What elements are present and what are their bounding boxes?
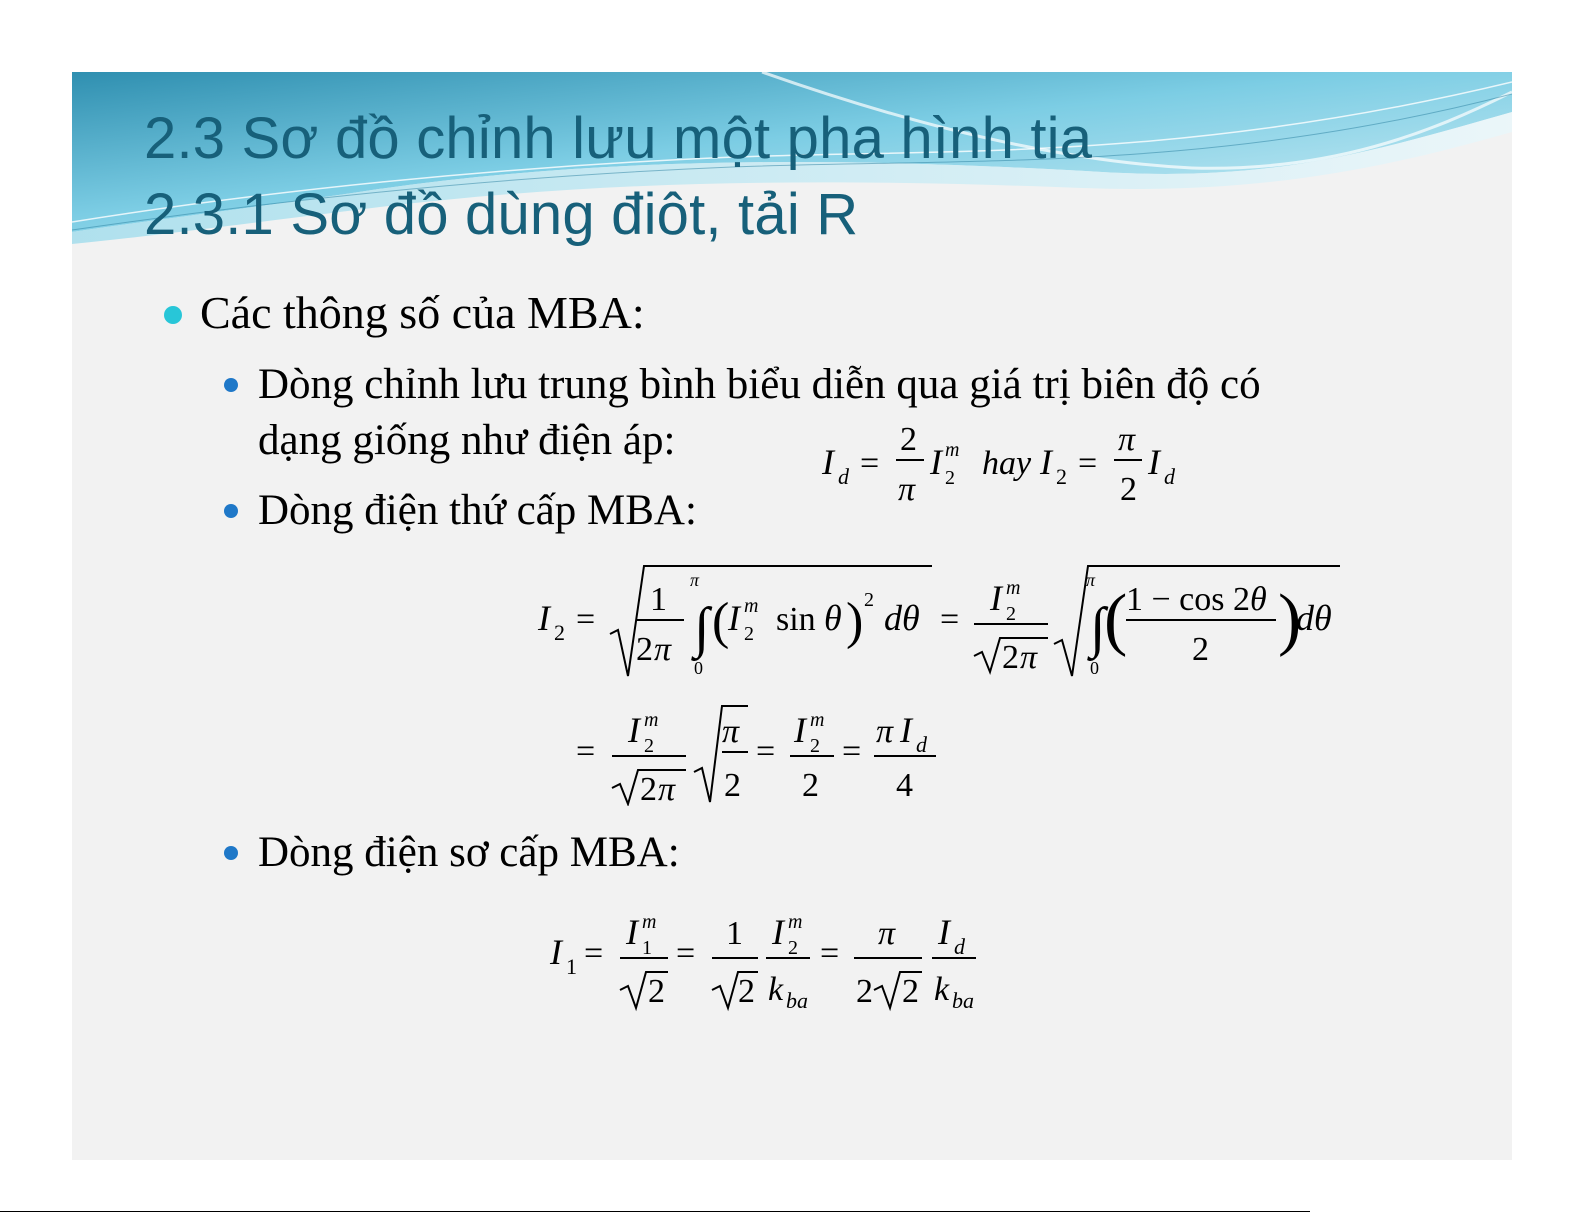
svg-text:d: d <box>838 464 849 489</box>
svg-text:hay: hay <box>982 445 1032 482</box>
bullet-level1-text: Các thông số của MBA: <box>200 287 645 338</box>
svg-text:I: I <box>1040 442 1052 482</box>
svg-text:2: 2 <box>1006 603 1016 625</box>
svg-text:): ) <box>1278 581 1302 658</box>
svg-text:=: = <box>584 935 604 972</box>
svg-text:2: 2 <box>864 589 874 611</box>
svg-text:θ: θ <box>824 598 842 638</box>
svg-text:π: π <box>1020 639 1038 676</box>
svg-text:2: 2 <box>788 937 798 959</box>
svg-text:I: I <box>930 442 942 482</box>
svg-text:=: = <box>576 601 596 638</box>
svg-text:4: 4 <box>896 767 913 804</box>
svg-text:=: = <box>940 601 960 638</box>
svg-text:2: 2 <box>945 467 955 489</box>
svg-text:=: = <box>820 935 840 972</box>
svg-text:(: ( <box>1104 581 1128 658</box>
bullet-item2-text: Dòng điện thứ cấp MBA: <box>258 487 697 534</box>
svg-text:k: k <box>768 971 784 1008</box>
svg-text:θ: θ <box>1250 581 1267 618</box>
svg-text:dθ: dθ <box>884 598 920 638</box>
svg-text:2: 2 <box>644 735 654 757</box>
bullet-dot-level2 <box>224 378 238 392</box>
svg-text:0: 0 <box>1090 658 1099 678</box>
svg-text:m: m <box>1006 577 1021 599</box>
bullet-dot-level2 <box>224 504 238 518</box>
svg-text:1: 1 <box>726 915 743 952</box>
svg-text:m: m <box>810 709 825 731</box>
svg-text:1: 1 <box>566 954 577 979</box>
slide-title: 2.3 Sơ đồ chỉnh lưu một pha hình tia <box>144 106 1093 171</box>
svg-text:=: = <box>676 935 696 972</box>
svg-text:2: 2 <box>1056 464 1067 489</box>
svg-text:I: I <box>628 710 640 750</box>
bullet-item1-line1: Dòng chỉnh lưu trung bình biểu diễn qua giá trị biên độ có <box>258 361 1261 408</box>
svg-text:2: 2 <box>640 771 657 806</box>
svg-text:2: 2 <box>902 973 919 1010</box>
svg-text:2: 2 <box>636 631 653 668</box>
svg-text:I: I <box>772 912 784 952</box>
svg-text:2: 2 <box>738 973 755 1010</box>
svg-text:m: m <box>744 595 759 617</box>
svg-text:π: π <box>690 570 700 590</box>
svg-text:ba: ba <box>786 988 808 1013</box>
svg-text:∫: ∫ <box>1090 597 1106 659</box>
svg-text:k: k <box>934 971 950 1008</box>
svg-text:m: m <box>945 439 960 461</box>
svg-text:m: m <box>644 709 659 731</box>
svg-text:d: d <box>916 732 927 757</box>
svg-text:2: 2 <box>744 623 754 645</box>
svg-text:I: I <box>626 912 638 952</box>
svg-text:π: π <box>1086 570 1096 590</box>
svg-text:2: 2 <box>1002 639 1019 676</box>
svg-text:0: 0 <box>694 658 703 678</box>
svg-text:π: π <box>722 713 740 750</box>
svg-text:2: 2 <box>554 620 565 645</box>
svg-text:2: 2 <box>1120 471 1137 508</box>
svg-text:(: ( <box>712 593 730 650</box>
svg-text:I: I <box>990 578 1002 618</box>
svg-text:d: d <box>954 934 965 959</box>
svg-text:π: π <box>878 915 896 952</box>
bullet-dot-level2 <box>224 846 238 860</box>
svg-text:=: = <box>842 733 862 770</box>
svg-text:π: π <box>898 471 916 508</box>
slide <box>72 72 1512 1160</box>
svg-text:I: I <box>728 598 740 638</box>
svg-text:2: 2 <box>802 767 819 804</box>
svg-text:d: d <box>1164 464 1175 489</box>
formula-primary-rms <box>544 900 1004 1020</box>
svg-text:π: π <box>658 771 676 806</box>
svg-text:1: 1 <box>642 937 652 959</box>
svg-text:∫: ∫ <box>694 597 710 659</box>
svg-text:m: m <box>788 911 803 933</box>
svg-text:2: 2 <box>900 421 917 458</box>
formula-secondary-rms-line2 <box>572 696 952 806</box>
svg-text:I: I <box>938 912 950 952</box>
svg-text:I: I <box>822 442 834 482</box>
svg-text:2: 2 <box>1192 631 1209 668</box>
svg-text:=: = <box>756 733 776 770</box>
svg-text:2: 2 <box>724 767 741 804</box>
bullet-item3-text: Dòng điện sơ cấp MBA: <box>258 829 680 876</box>
svg-text:I: I <box>538 598 550 638</box>
svg-text:=: = <box>576 733 596 770</box>
svg-text:π: π <box>876 713 894 750</box>
formula-secondary-rms-line1 <box>532 556 1352 686</box>
svg-text:I: I <box>1148 442 1160 482</box>
svg-text:I: I <box>900 710 912 750</box>
svg-text:π: π <box>654 631 672 668</box>
bullet-item1-line2: dạng giống như điện áp: <box>258 417 676 464</box>
svg-text:1 − cos 2: 1 − cos 2 <box>1126 581 1250 618</box>
bullet-dot-level1 <box>164 306 182 324</box>
svg-text:π: π <box>1118 421 1136 458</box>
svg-text:2: 2 <box>810 735 820 757</box>
svg-text:sin: sin <box>776 601 816 638</box>
svg-text:ba: ba <box>952 988 974 1013</box>
svg-text:=: = <box>860 445 880 482</box>
svg-text:dθ: dθ <box>1296 598 1332 638</box>
svg-text:I: I <box>550 932 562 972</box>
formula-average-current <box>812 412 1212 512</box>
slide-subtitle: 2.3.1 Sơ đồ dùng điôt, tải R <box>144 182 859 247</box>
svg-text:m: m <box>642 911 657 933</box>
page-bottom-rule <box>0 1211 1310 1212</box>
svg-text:=: = <box>1078 445 1098 482</box>
svg-text:2: 2 <box>648 973 665 1010</box>
svg-text:2: 2 <box>856 973 873 1010</box>
svg-text:1: 1 <box>650 581 667 618</box>
svg-text:): ) <box>846 593 864 650</box>
svg-text:I: I <box>794 710 806 750</box>
